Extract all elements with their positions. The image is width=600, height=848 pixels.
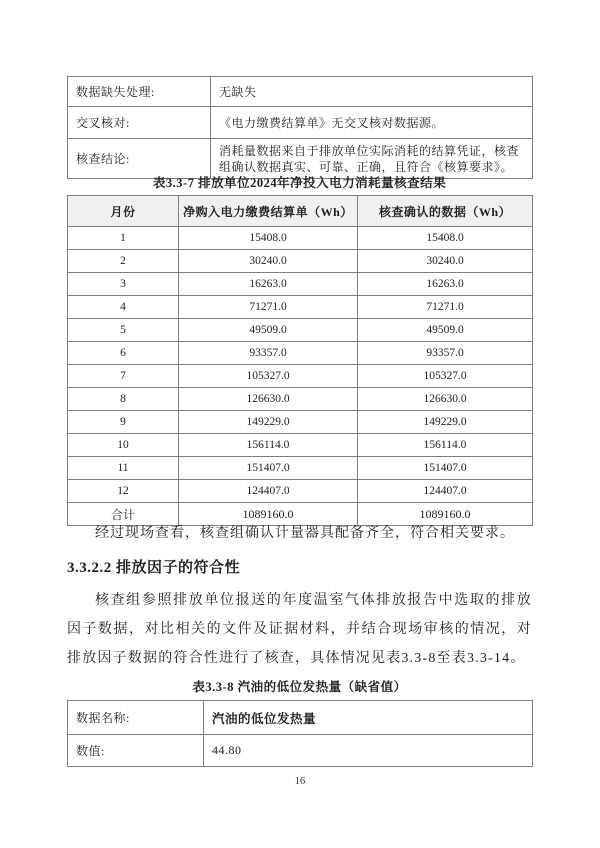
cell-verified: 93357.0 bbox=[358, 342, 533, 365]
table-row bbox=[68, 365, 533, 388]
cell-month: 3 bbox=[68, 273, 179, 296]
cell-verified: 151407.0 bbox=[358, 457, 533, 480]
cell-billing: 105327.0 bbox=[179, 365, 358, 388]
cell-month: 2 bbox=[68, 250, 179, 273]
column-header-month: 月份 bbox=[68, 196, 179, 227]
cell-billing: 16263.0 bbox=[179, 273, 358, 296]
cell-billing: 124407.0 bbox=[179, 480, 358, 503]
cell-billing: 30240.0 bbox=[179, 250, 358, 273]
cell-billing: 49509.0 bbox=[179, 319, 358, 342]
table-3-3-8-caption: 表3.3-8 汽油的低位发热量（缺省值） bbox=[192, 680, 407, 694]
cell-total-billing: 1089160.0 bbox=[179, 503, 358, 526]
cell-month: 11 bbox=[68, 457, 179, 480]
cell-verified: 49509.0 bbox=[358, 319, 533, 342]
table-row bbox=[68, 107, 533, 139]
cell-verified: 124407.0 bbox=[358, 480, 533, 503]
table-row bbox=[68, 701, 533, 735]
cell-month: 10 bbox=[68, 434, 179, 457]
row-label: 数据名称: bbox=[68, 701, 204, 735]
cell-month: 9 bbox=[68, 411, 179, 434]
cell-billing: 126630.0 bbox=[179, 388, 358, 411]
cell-verified: 16263.0 bbox=[358, 273, 533, 296]
cell-billing: 156114.0 bbox=[179, 434, 358, 457]
table-row bbox=[68, 480, 533, 503]
column-header-verified: 核查确认的数据（Wh） bbox=[358, 196, 533, 227]
table-header-row bbox=[68, 196, 533, 227]
cell-month: 5 bbox=[68, 319, 179, 342]
table-row bbox=[68, 388, 533, 411]
section-heading: 3.3.2.2 排放因子的符合性 bbox=[67, 560, 241, 576]
cell-verified: 105327.0 bbox=[358, 365, 533, 388]
cell-total-label: 合计 bbox=[68, 503, 179, 526]
row-value: 无缺失 bbox=[211, 77, 533, 107]
table-row bbox=[68, 411, 533, 434]
cell-month: 8 bbox=[68, 388, 179, 411]
cell-month: 4 bbox=[68, 296, 179, 319]
cell-month: 12 bbox=[68, 480, 179, 503]
cell-verified: 30240.0 bbox=[358, 250, 533, 273]
cell-billing: 149229.0 bbox=[179, 411, 358, 434]
table-row bbox=[68, 273, 533, 296]
cell-verified: 15408.0 bbox=[358, 227, 533, 250]
cell-month: 7 bbox=[68, 365, 179, 388]
row-label: 交叉核对: bbox=[68, 107, 211, 139]
row-value: 《电力缴费结算单》无交叉核对数据源。 bbox=[211, 107, 533, 139]
site-check-paragraph: 经过现场查看，核查组确认计量器具配备齐全，符合相关要求。 bbox=[95, 526, 515, 541]
table-3-3-7-caption: 表3.3-7 排放单位2024年净投入电力消耗量核查结果 bbox=[152, 176, 447, 190]
row-value: 44.80 bbox=[204, 735, 533, 767]
table-row bbox=[68, 434, 533, 457]
row-value: 消耗量数据来自于排放单位实际消耗的结算凭证，核查组确认数据真实、可靠、正确，且符合《核算要求》。 bbox=[211, 139, 533, 179]
cell-billing: 71271.0 bbox=[179, 296, 358, 319]
row-value: 汽油的低位发热量 bbox=[204, 701, 533, 735]
cell-month: 1 bbox=[68, 227, 179, 250]
table-row bbox=[68, 319, 533, 342]
cell-verified: 149229.0 bbox=[358, 411, 533, 434]
cell-billing: 151407.0 bbox=[179, 457, 358, 480]
electricity-consumption-table bbox=[67, 195, 533, 526]
row-label: 核查结论: bbox=[68, 139, 211, 179]
data-quality-table bbox=[67, 76, 533, 179]
cell-month: 6 bbox=[68, 342, 179, 365]
cell-billing: 15408.0 bbox=[179, 227, 358, 250]
column-header-billing: 净购入电力缴费结算单（Wh） bbox=[179, 196, 358, 227]
cell-verified: 126630.0 bbox=[358, 388, 533, 411]
table-total-row bbox=[68, 503, 533, 526]
cell-verified: 156114.0 bbox=[358, 434, 533, 457]
section-paragraph: 核查组参照排放单位报送的年度温室气体排放报告中选取的排放因子数据，对比相关的文件及证据材料，并结合现场审核的情况，对排放因子数据的符合性进行了核查，具体情况见表3.3-8至表3.3-14。 bbox=[67, 593, 532, 666]
row-label: 数值: bbox=[68, 735, 204, 767]
table-row bbox=[68, 250, 533, 273]
table-row bbox=[68, 227, 533, 250]
table-row bbox=[68, 342, 533, 365]
cell-verified: 71271.0 bbox=[358, 296, 533, 319]
gasoline-heating-value-table bbox=[67, 700, 533, 767]
table-row bbox=[68, 735, 533, 767]
table-row bbox=[68, 296, 533, 319]
page-number: 16 bbox=[294, 776, 306, 787]
cell-total-verified: 1089160.0 bbox=[358, 503, 533, 526]
table-row bbox=[68, 77, 533, 107]
row-label: 数据缺失处理: bbox=[68, 77, 211, 107]
table-row bbox=[68, 457, 533, 480]
cell-billing: 93357.0 bbox=[179, 342, 358, 365]
